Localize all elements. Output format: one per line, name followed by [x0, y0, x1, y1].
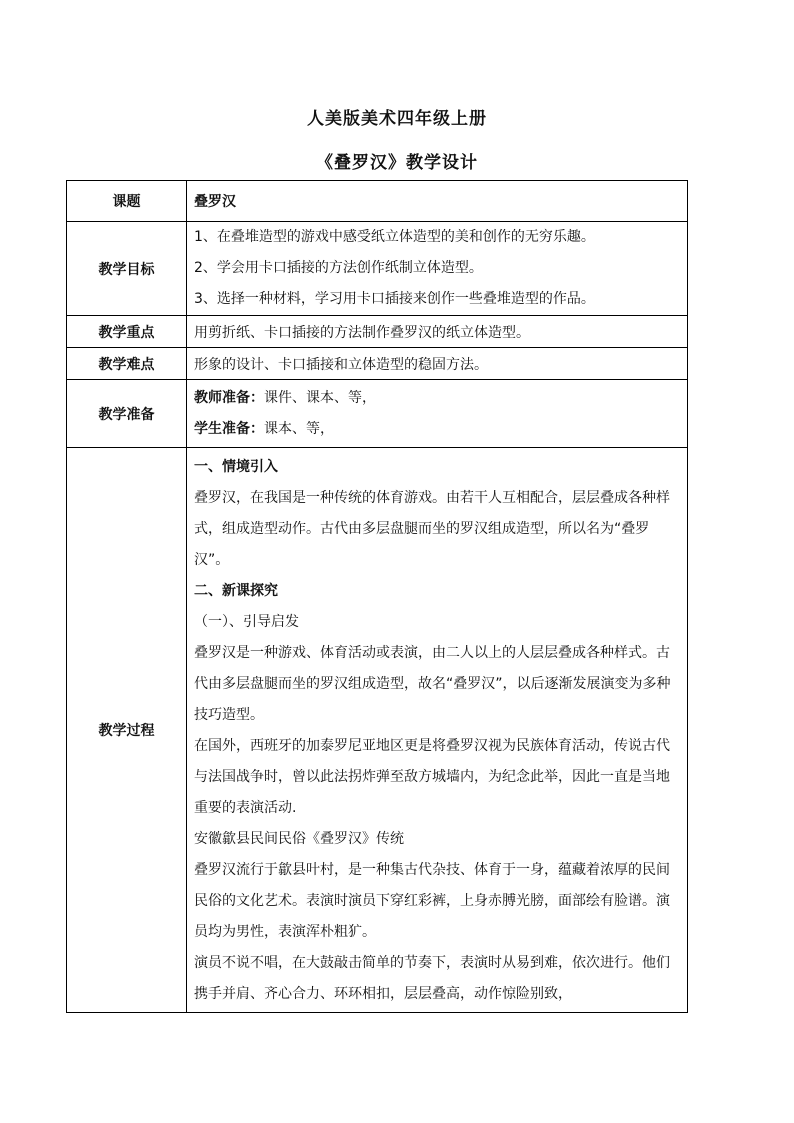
table-row-key-points [67, 316, 688, 348]
preparation-label: 教学准备 [67, 380, 187, 448]
process-paragraph: 在国外，西班牙的加泰罗尼亚地区更是将叠罗汉视为民族体育活动，传说古代与法国战争时，曾以此法拐炸弹至敌方城墙内，为纪念此举，因此一直是当地重要的表演活动. [194, 738, 670, 816]
table-row-process [67, 448, 688, 1013]
process-paragraph: 叠罗汉，在我国是一种传统的体育游戏。由若干人互相配合，层层叠成各种样式，组成造型动作。古代由多层盘腿而坐的罗汉组成造型，所以名为“叠罗汉”。 [194, 490, 670, 568]
student-preparation [194, 414, 681, 445]
document-subtitle: 《叠罗汉》教学设计 [316, 153, 478, 173]
goals-content [187, 222, 688, 316]
process-heading-new-lesson: 二、新课探究 [194, 583, 278, 599]
goal-item: 2、学会用卡口插接的方法创作纸制立体造型。 [194, 260, 483, 276]
student-preparation-label: 学生准备： [194, 420, 264, 437]
lesson-plan-table [66, 180, 688, 1013]
topic-value: 叠罗汉 [187, 181, 688, 222]
process-paragraph: 叠罗汉流行于歙县叶村，是一种集古代杂技、体育于一身，蕴藏着浓厚的民间民俗的文化艺术。表演时演员下穿红彩裤，上身赤膊光膀，面部绘有脸谱。演员均为男性，表演浑朴粗犷。 [194, 862, 670, 940]
teacher-preparation-value: 课件、课本、等， [264, 389, 376, 406]
teacher-preparation [194, 383, 681, 414]
goal-item: 1、在叠堆造型的游戏中感受纸立体造型的美和创作的无穷乐趣。 [194, 229, 595, 245]
process-paragraph: 安徽歙县民间民俗《叠罗汉》传统 [194, 831, 404, 847]
goals-label: 教学目标 [67, 222, 187, 316]
document-title: 人美版美术四年级上册 [307, 109, 487, 129]
table-row-topic [67, 181, 688, 222]
difficulties-label: 教学难点 [67, 348, 187, 380]
teacher-preparation-label: 教师准备： [194, 389, 264, 406]
process-paragraph: 叠罗汉是一种游戏、体育活动或表演，由二人以上的人层层叠成各种样式。古代由多层盘腿而坐的罗汉组成造型，故名“叠罗汉”，以后逐渐发展演变为多种技巧造型。 [194, 645, 671, 723]
table-row-goals [67, 222, 688, 316]
process-subheading: （一）、引导启发 [194, 614, 299, 630]
table-row-difficulties [67, 348, 688, 380]
process-heading-intro: 一、情境引入 [194, 459, 278, 475]
student-preparation-value: 课本、等， [264, 420, 334, 437]
process-label: 教学过程 [67, 448, 187, 1013]
process-paragraph: 演员不说不唱，在大鼓敲击简单的节奏下，表演时从易到难，依次进行。他们携手并肩、齐心合力、环环相扣，层层叠高，动作惊险别致， [194, 955, 670, 1002]
key-points-label: 教学重点 [67, 316, 187, 348]
table-row-preparation [67, 380, 688, 448]
key-points-value: 用剪折纸、卡口插接的方法制作叠罗汉的纸立体造型。 [187, 316, 688, 348]
preparation-content [187, 380, 688, 448]
process-content [187, 448, 688, 1013]
topic-label: 课题 [67, 181, 187, 222]
difficulties-value: 形象的设计、卡口插接和立体造型的稳固方法。 [187, 348, 688, 380]
goal-item: 3、选择一种材料，学习用卡口插接来创作一些叠堆造型的作品。 [194, 291, 595, 307]
